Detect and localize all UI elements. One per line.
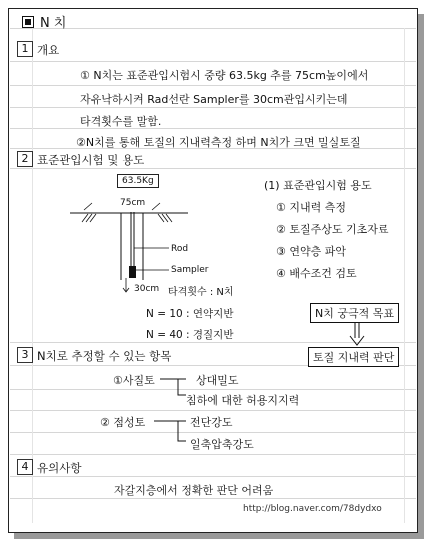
section-title: 표준관입시험 및 용도 [37, 153, 145, 167]
penetration-depth-label: 30cm [134, 284, 160, 294]
use-item: ④ 배수조건 검토 [276, 267, 357, 280]
sampler-label: Sampler [171, 265, 209, 275]
sampler-shape [129, 266, 136, 278]
section-number: 4 [17, 459, 33, 475]
uses-heading: (1) 표준관입시험 용도 [264, 179, 372, 192]
clay-bracket [154, 421, 186, 441]
section-title: N치로 추정할 수 있는 항목 [37, 349, 172, 363]
section-title: 개요 [37, 43, 60, 57]
overview-line: 타격횟수를 말함. [80, 115, 162, 128]
overview-line: 자유낙하시켜 Rad선란 Sampler를 30cm관입시키는데 [80, 93, 348, 106]
sandy-soil-label: ①사질토 [113, 374, 155, 387]
section-title: 유의사항 [37, 461, 82, 475]
hatch-right [158, 214, 172, 222]
sandy-item: 상대밀도 [196, 374, 239, 387]
drop-height-label: 75cm [120, 198, 146, 208]
hatch-left [82, 214, 96, 222]
hatch-top [84, 203, 160, 210]
title-text: N 치 [40, 16, 67, 31]
overview-line: ②N치를 통해 토질의 지내력측정 하며 N치가 크면 밀실토질 [76, 136, 361, 149]
clay-soil-label: ② 점성토 [100, 416, 146, 429]
section-number: 1 [17, 41, 33, 57]
goal-arrow-head [350, 336, 364, 345]
clay-item: 일축압축강도 [190, 438, 254, 451]
use-item: ① 지내력 측정 [276, 201, 346, 214]
rod-label: Rod [171, 244, 189, 254]
clay-item: 전단강도 [190, 416, 233, 429]
section-number: 3 [17, 347, 33, 363]
blow-count-label: 타격횟수 : N치 [168, 287, 234, 298]
overview-line: ① N치는 표준관입시험시 중량 63.5kg 추를 75cm높이에서 [80, 69, 369, 82]
use-item: ② 토질주상도 기초자료 [276, 223, 389, 236]
n-value-hard: N = 40 : 경질지반 [146, 329, 234, 341]
goal-box: N치 궁극적 목표 [310, 303, 399, 323]
goal-result-box: 토질 지내력 판단 [308, 347, 399, 367]
section-number: 2 [17, 151, 33, 167]
sandy-item: 침하에 대한 허용지지력 [186, 394, 300, 407]
use-item: ③ 연약층 파악 [276, 245, 346, 258]
source-url: http://blog.naver.com/78dydxo [243, 504, 382, 514]
sandy-bracket [160, 379, 186, 395]
caution-text: 자갈지층에서 정확한 판단 어려움 [114, 484, 274, 497]
weight-box: 63.5Kg [117, 174, 159, 188]
n-value-soft: N = 10 : 연약지반 [146, 308, 234, 320]
